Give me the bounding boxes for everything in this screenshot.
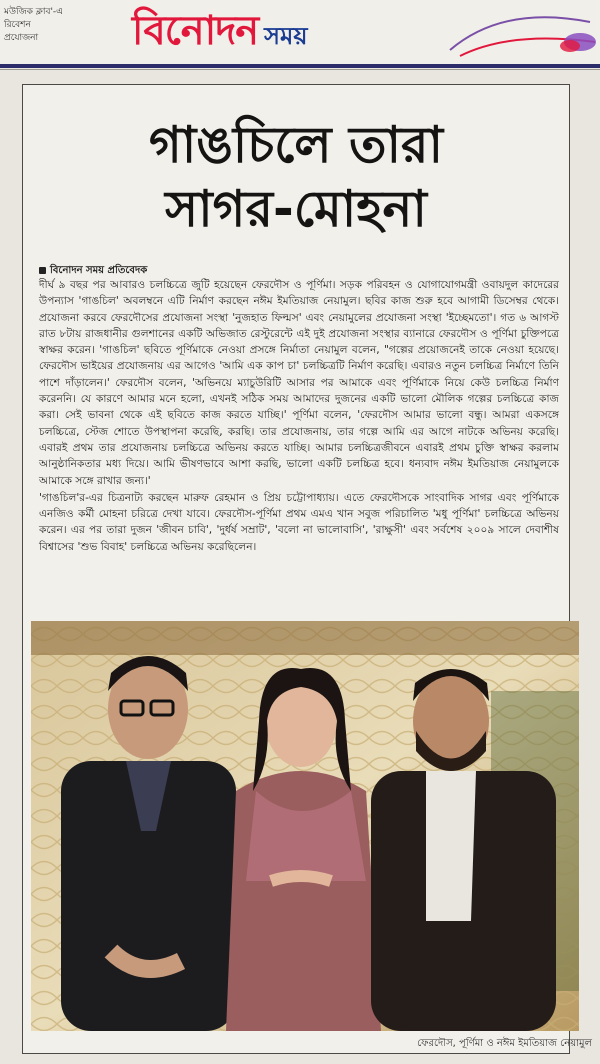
- masthead-left-line3: প্রযোজনা: [4, 33, 39, 43]
- article-headline: [23, 113, 569, 241]
- swirl-ornament-icon: [430, 6, 600, 62]
- newspaper-masthead: [0, 0, 600, 66]
- masthead-left-text: [4, 6, 124, 45]
- section-logo-sub: সময়: [264, 22, 308, 50]
- article-frame: [22, 84, 570, 1054]
- article-photo: [31, 621, 579, 1031]
- masthead-left-line2: রিবেশন: [4, 20, 31, 30]
- masthead-rule: [0, 64, 600, 68]
- section-logo: [132, 0, 307, 62]
- section-logo-main: বিনোদন: [132, 7, 259, 54]
- article-paragraph-1: দীর্ঘ ৯ বছর পর আবারও চলচ্চিত্রে জুটি হয়েছেন ফেরদৌস ও পূর্ণিমা। সড়ক পরিবহন ও যোগাযোগমন্ত্রী ওবায়দুল কাদেরের উপন্যাস 'গাঙচিল' অবলম্বনে এটি নির্মাণ করছেন নঈম ইমতিয়াজ নেয়ামুল। ছবির কাজ শুরু হবে আগামী ডিসেম্বর থেকে। প্রযোজনা করবে ফেরদৌসের প্রযোজনা সংস্থা 'নুজহাত ফিল্মস' এবং নেয়ামুলের প্রযোজনা সংস্থা 'ইচ্ছেমতো'। গত ৬ আগস্ট রাত ৮টায় রাজধানীর গুলশানের একটি অভিজাত রেস্টুরেন্টে এই দুই প্রযোজনা সংস্থার ব্যানারে ফেরদৌস ও পূর্ণিমা চুক্তিপত্রে স্বাক্ষর করেন। 'গাঙচিল' ছবিতে পূর্ণিমাকে নেওয়া প্রসঙ্গে নির্মাতা নেয়ামুল বলেন, "গল্পের প্রয়োজনেই তাকে নেওয়া হয়েছে। ফেরদৌস ভাইয়ের প্রযোজনায় এর আগেও 'আমি এক কাপ চা' চলচ্চিত্রটি নির্মাণ করেছি। এবারও নতুন চলচ্চিত্র নির্মাণে তিনি পাশে দাঁড়ালেন।' ফেরদৌস বলেন, 'অভিনয়ে ম্যাচুউরিটি আসার পর আমাকে এবং পূর্ণিমাকে নিয়ে কেউ চলচ্চিত্র নির্মাণ করেননি। যে কারণে আমার মনে হলো, এখনই সঠিক সময় আমাদের দুজনের একটি ভালো মৌলিক গল্পের চলচ্চিত্রে কাজ করা। সেই ভাবনা থেকে এই ছবিতে কাজ করতে যাচ্ছি।' পূর্ণিমা বলেন, 'ফেরদৌস আমার ভালো বন্ধু। আমরা একসঙ্গে চলচ্চিত্রে, স্টেজ শোতে উপস্থাপনা করেছি, করছি। তার প্রযোজনায়, তার গল্পে আমি এর আগে নাটকে অভিনয় করেছি। এবারই প্রথম তার প্রযোজনায় চলচ্চিত্রে অভিনয় করতে যাচ্ছি। আমার চলচ্চিত্রজীবনে এবারই প্রথম চুক্তি স্বাক্ষর করলাম আনুষ্ঠানিকতার মধ্য দিয়ে। আমি ভীষণভাবে আশা করছি, ভালো একটি চলচ্চিত্র হবে। ধন্যবাদ নঈম ইমতিয়াজ নেয়ামুলকে আমাকে সঙ্গে রাখার জন্য।': [39, 279, 559, 487]
- byline-bullet-icon: [39, 267, 46, 274]
- byline-text: বিনোদন সময় প্রতিবেদক: [50, 265, 148, 276]
- headline-line-1: গাঙচিলে তারা: [148, 116, 443, 174]
- photo-caption: ফেরদৌস, পূর্ণিমা ও নঈম ইমতিয়াজ নেয়ামুল: [417, 1038, 592, 1049]
- article-paragraph-2: 'গাঙচিল'র-এর চিত্রনাট্য করছেন মারুফ রেহমান ও প্রিয় চট্টোপাধ্যায়। এতে ফেরদৌসকে সাংবাদিক সাগর এবং পূর্ণিমাকে এনজিও কর্মী মোহনা চরিত্রে দেখা যাবে। ফেরদৌস-পূর্ণিমা প্রথম এমএ খান সবুজ পরিচালিত 'মধু পূর্ণিমা' চলচ্চিত্রে অভিনয় করেন। এর পর তারা দুজন 'জীবন চাবি', 'দুর্ধর্ষ সম্রাট', 'বলো না ভালোবাসি', 'রাক্ষুসী' এবং সর্বশেষ ২০০৯ সালে দেবাশীষ বিশ্বাসের 'শুভ বিবাহ' চলচ্চিত্রে অভিনয় করেছিলেন।: [39, 491, 559, 553]
- masthead-left-line1: মউজিক ক্লাব'-এ: [4, 7, 64, 17]
- headline-line-2: সাগর-মোহনা: [165, 180, 427, 238]
- masthead-thin-rule: [0, 69, 600, 70]
- article-body: [39, 277, 559, 556]
